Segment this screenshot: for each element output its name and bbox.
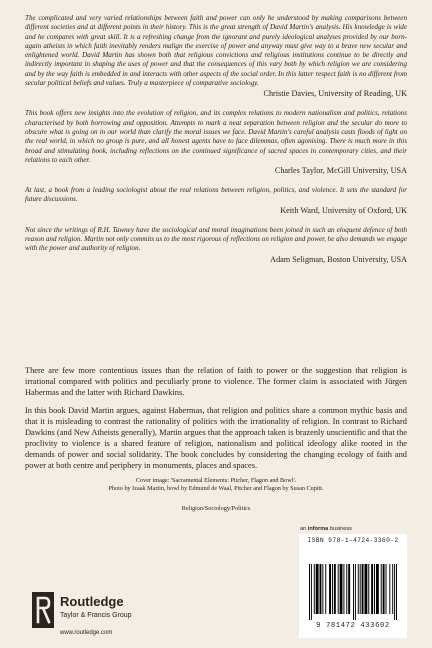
endorsement-quote: At last, a book from a leading sociologist about the real relations between religion, politics, and violence. It sets the standard for future discussions. xyxy=(25,186,407,204)
barcode-box xyxy=(299,534,407,638)
endorsements xyxy=(25,14,407,275)
publisher-group: Taylor & Francis Group xyxy=(60,612,132,619)
endorsement-quote: Not since the writings of R.H. Tawney have the sociological and moral imaginations been joined in such an eloquent defence of both reason and religion. Martin not only commits us to the most rigorous of reflections on religion and power, he also demands we engage with the power and authority of religion. xyxy=(25,225,407,253)
routledge-logo-icon xyxy=(32,592,54,628)
photo-credit: Photo by Izaak Martin, bowl by Edmund de Waal, Pitcher and Flagon by Susan Cupitt. xyxy=(108,485,324,493)
publisher-name: Routledge xyxy=(60,594,124,609)
ean-digits: 9 781472 433602 xyxy=(316,622,390,630)
description-paragraph: In this book David Martin argues, against Habermas, that religion and politics share a common mythic basis and that it is misleading to contrast the rationality of politics with the irrationality of religion. In contrast to Richard Dawkins (and New Atheists generally), Martin argues that the approach taken is brazenly unscientific and that the proclivity to violence is a shared feature of religion, nationalism and political ideology alike rooted in the demands of power and social solidarity. The book concludes by considering the changing ecology of faith and power at both centre and periphery in monuments, places and spaces. xyxy=(25,406,407,470)
endorsement-quote: This book offers new insights into the evolution of religion, and its complex relations to modern nationalism and politics, relations characterised by both borrowing and opposition. Attempts to mark a neat separation between religion and the secular do more to obscure what is going on in our world than clarify the moral issues we face. David Martin's careful analysis casts floods of light on the real world, in which no group is pure, and all honest agents have to face dilemmas, often agonising. There is much more in this broad and stimulating book, including reflections on the continued significance of sacred spaces in contemporary cities, and their relations to each other. xyxy=(25,109,407,164)
publisher-logo xyxy=(32,592,252,640)
isbn-text: ISBN 978-1-4724-3360-2 xyxy=(307,537,399,544)
book-description xyxy=(25,365,407,478)
endorsement-quote: The complicated and very varied relationships between faith and power can only be understood by making comparisons between different societies and at different points in their history. This is the great strength of David Martin's analysis. His knowledge is wide and he compares with great skill. It is a refreshing change from the ignorant and purely ideological analyses provided by our born-again atheists in which faith inevitably renders malign the exercise of power and anyway must give way to a brave new secular and enlightened world. David Martin has shown both that religious convictions and religious institutions continue to be directly and indirectly important in shaping the uses of power and that the consequences of this vary both by which religion we are considering and by the way faith is embedded in and interacts with other aspects of the social order. In this latter respect faith is no different from secular political beliefs and values. Truly a masterpiece of comparative sociology. xyxy=(25,14,407,88)
endorsement-attribution: Keith Ward, University of Oxford, UK xyxy=(280,205,407,215)
informa-prefix: an xyxy=(300,526,308,532)
description-paragraph: There are few more contentious issues than the relation of faith to power or the suggestion that religion is irrational compared with politics and peculiarly prone to violence. The former claim is associated with Jürgen Habermas and the latter with Richard Dawkins. xyxy=(25,366,407,397)
informa-business-label xyxy=(300,526,352,532)
subject-categories: Religion/Sociology/Politics xyxy=(181,505,251,512)
cover-footer xyxy=(0,520,432,648)
informa-name: informa xyxy=(307,526,329,532)
informa-suffix: business xyxy=(328,526,352,532)
endorsement-attribution: Charles Taylor, McGill University, USA xyxy=(274,166,407,176)
cover-image-credit: Cover image: 'Sacramental Elements: Pitcher, Flagon and Bowl'. xyxy=(135,477,297,484)
publisher-website: www.routledge.com xyxy=(60,630,113,636)
endorsement-attribution: Christie Davies, University of Reading, UK xyxy=(263,89,407,99)
cover-credits xyxy=(0,477,432,494)
barcode-icon xyxy=(309,564,397,620)
endorsement-attribution: Adam Seligman, Boston University, USA xyxy=(270,254,407,264)
